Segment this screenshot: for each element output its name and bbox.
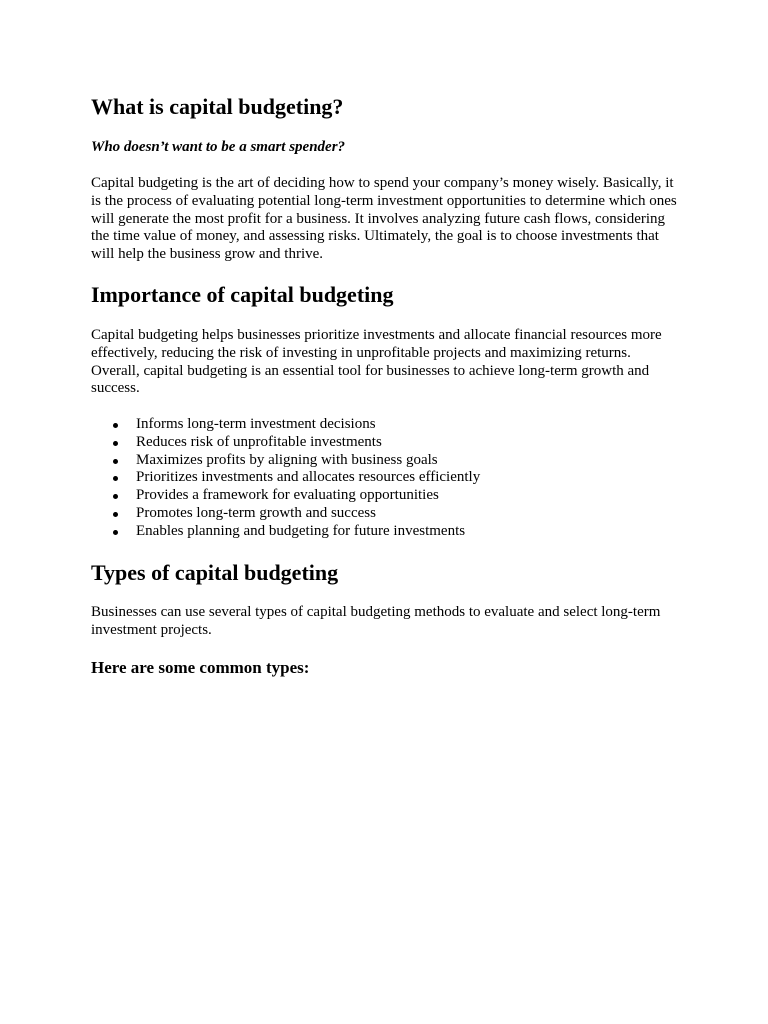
- list-item: [91, 487, 681, 505]
- intro-paragraph: Capital budgeting is the art of deciding how to spend your company’s money wisely. Basically, it is the process of evaluating potential long-term investment opportunities to determine which ones will generate the most profit for a business. It involves analyzing future cash flows, considering the time value of money, and assessing risks. Ultimately, the goal is to choose investments that will help the business grow and thrive.: [91, 175, 677, 263]
- list-item: [91, 434, 681, 452]
- list-item-text: Provides a framework for evaluating opportunities: [136, 487, 439, 504]
- list-item: [91, 469, 681, 487]
- section-heading-types: Types of capital budgeting: [91, 560, 339, 585]
- list-item: [91, 505, 681, 523]
- bullet-icon: [113, 530, 118, 535]
- types-subheading: Here are some common types:: [91, 658, 310, 677]
- list-item: [91, 523, 681, 541]
- importance-bullet-list: [91, 416, 681, 541]
- bullet-icon: [113, 494, 118, 499]
- importance-paragraph: Capital budgeting helps businesses prioritize investments and allocate financial resources more effectively, reducing the risk of investing in unprofitable projects and maximizing returns. Overall, capital budgeting is an essential tool for businesses to achieve long-term growth and success.: [91, 327, 662, 397]
- list-item-text: Informs long-term investment decisions: [136, 416, 376, 432]
- bullet-icon: [113, 459, 118, 464]
- section-heading-what-is-capital-budgeting: What is capital budgeting?: [91, 94, 344, 119]
- types-paragraph: Businesses can use several types of capital budgeting methods to evaluate and select long-term investment projects.: [91, 604, 661, 638]
- list-item: [91, 416, 681, 434]
- bullet-icon: [113, 512, 118, 517]
- list-item-text: Maximizes profits by aligning with business goals: [136, 451, 438, 468]
- bullet-icon: [113, 476, 118, 481]
- section-subtitle: Who doesn’t want to be a smart spender?: [91, 139, 346, 155]
- list-item-text: Promotes long-term growth and success: [136, 504, 376, 521]
- list-item-text: Enables planning and budgeting for future investments: [136, 522, 466, 539]
- bullet-icon: [113, 423, 118, 428]
- list-item-text: Reduces risk of unprofitable investments: [136, 433, 382, 450]
- bullet-icon: [113, 441, 118, 446]
- section-heading-importance: Importance of capital budgeting: [91, 282, 394, 307]
- list-item: [91, 452, 681, 470]
- list-item-text: Prioritizes investments and allocates resources efficiently: [136, 469, 481, 486]
